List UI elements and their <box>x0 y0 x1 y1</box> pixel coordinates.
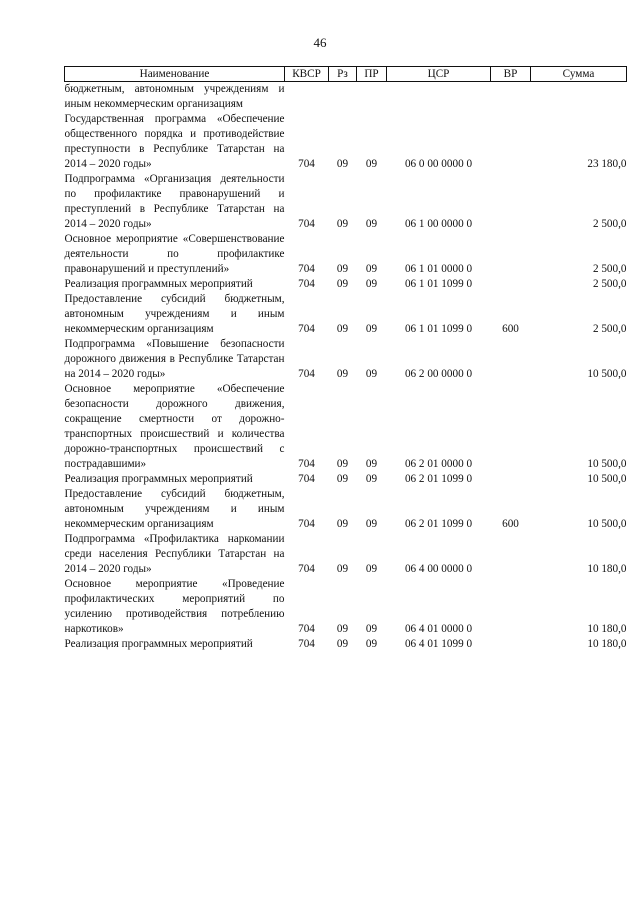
row-kvsr: 704 <box>298 458 315 470</box>
row-pr: 09 <box>365 278 378 290</box>
row-name: Основное мероприятие «Проведение профилактических мероприятий по усилению противодействия потреблению наркотиков» <box>64 578 285 635</box>
table-row <box>65 82 627 113</box>
row-sum: 10 180,0 <box>587 623 627 635</box>
row-kvsr: 704 <box>298 563 315 575</box>
row-kvsr: 704 <box>298 518 315 530</box>
row-sum: 2 500,0 <box>592 278 627 290</box>
row-kvsr: 704 <box>298 623 315 635</box>
table-row <box>65 472 627 487</box>
row-name: Основное мероприятие «Обеспечение безопасности дорожного движения, сокращение смертности от дорожно-транспортных происшествий и количества дорожно-транспортных происшествий с пострадавшими» <box>64 383 285 470</box>
row-name: Подпрограмма «Профилактика наркомании среди населения Республики Татарстан на 2014 – 2020 годы» <box>64 533 285 575</box>
row-csr: 06 1 01 1099 0 <box>404 323 473 335</box>
table-row <box>65 337 627 382</box>
row-csr: 06 4 00 0000 0 <box>404 563 473 575</box>
row-csr: 06 4 01 0000 0 <box>404 623 473 635</box>
header-vr: ВР <box>491 67 531 82</box>
row-csr: 06 2 01 1099 0 <box>404 518 473 530</box>
row-name: Предоставление субсидий бюджетным, автономным учреждениям и иным некоммерческим организациям <box>64 488 285 530</box>
row-rz: 09 <box>336 218 349 230</box>
row-vr <box>491 532 531 577</box>
row-name: Реализация программных мероприятий <box>64 278 253 290</box>
table-row <box>65 577 627 637</box>
row-vr <box>491 577 531 637</box>
row-pr: 09 <box>365 638 378 650</box>
row-vr <box>491 382 531 472</box>
row-vr: 600 <box>502 323 519 335</box>
row-name: Подпрограмма «Организация деятельности по профилактике правонарушений и преступлений в Республике Татарстан на 2014 – 2020 годы» <box>64 173 285 230</box>
row-sum: 10 500,0 <box>587 458 627 470</box>
row-kvsr: 704 <box>298 158 315 170</box>
table-row <box>65 532 627 577</box>
row-csr: 06 2 01 0000 0 <box>404 458 473 470</box>
row-name: Подпрограмма «Повышение безопасности дорожного движения в Республике Татарстан на 2014 – 2020 годы» <box>64 338 285 380</box>
table-row <box>65 382 627 472</box>
row-name: бюджетным, автономным учреждениям и иным некоммерческим организациям <box>64 83 285 110</box>
row-rz: 09 <box>336 473 349 485</box>
row-pr: 09 <box>365 623 378 635</box>
header-kvsr: КВСР <box>285 67 329 82</box>
row-pr: 09 <box>365 218 378 230</box>
row-sum: 2 500,0 <box>592 218 627 230</box>
row-name: Предоставление субсидий бюджетным, автономным учреждениям и иным некоммерческим организациям <box>64 293 285 335</box>
header-sum: Сумма <box>531 67 627 82</box>
page-number: 46 <box>313 35 327 50</box>
row-csr: 06 0 00 0000 0 <box>404 158 473 170</box>
row-vr <box>491 82 531 113</box>
row-csr: 06 2 01 1099 0 <box>404 473 473 485</box>
row-vr <box>491 337 531 382</box>
row-pr: 09 <box>365 368 378 380</box>
row-pr: 09 <box>365 158 378 170</box>
row-pr: 09 <box>365 458 378 470</box>
row-sum: 2 500,0 <box>592 263 627 275</box>
row-csr: 06 1 01 0000 0 <box>404 263 473 275</box>
header-name: Наименование <box>65 67 285 82</box>
row-sum: 10 500,0 <box>587 473 627 485</box>
row-kvsr: 704 <box>298 323 315 335</box>
row-name: Реализация программных мероприятий <box>64 473 253 485</box>
row-kvsr: 704 <box>298 473 315 485</box>
table-header-row <box>65 67 627 82</box>
row-pr: 09 <box>365 323 378 335</box>
row-pr: 09 <box>365 263 378 275</box>
row-pr <box>357 82 387 113</box>
table-row <box>65 292 627 337</box>
row-pr: 09 <box>365 518 378 530</box>
row-sum <box>531 82 627 113</box>
header-rz: Рз <box>329 67 357 82</box>
row-vr <box>491 277 531 292</box>
row-kvsr: 704 <box>298 638 315 650</box>
row-sum: 10 180,0 <box>587 638 627 650</box>
row-vr <box>491 172 531 232</box>
row-kvsr: 704 <box>298 218 315 230</box>
table-row <box>65 637 627 652</box>
row-rz: 09 <box>336 158 349 170</box>
row-rz: 09 <box>336 323 349 335</box>
row-csr: 06 1 00 0000 0 <box>404 218 473 230</box>
table-row <box>65 277 627 292</box>
row-name: Государственная программа «Обеспечение общественного порядка и противодействие преступности в Республике Татарстан на 2014 – 2020 годы» <box>64 113 285 170</box>
row-rz <box>329 82 357 113</box>
budget-table <box>64 66 627 652</box>
row-rz: 09 <box>336 518 349 530</box>
row-kvsr: 704 <box>298 278 315 290</box>
row-rz: 09 <box>336 563 349 575</box>
header-pr: ПР <box>357 67 387 82</box>
row-rz: 09 <box>336 263 349 275</box>
row-csr <box>387 82 491 113</box>
row-csr: 06 2 00 0000 0 <box>404 368 473 380</box>
row-sum: 10 500,0 <box>587 518 627 530</box>
row-rz: 09 <box>336 368 349 380</box>
header-csr: ЦСР <box>387 67 491 82</box>
table-body <box>65 82 627 653</box>
row-rz: 09 <box>336 623 349 635</box>
row-name: Реализация программных мероприятий <box>64 638 253 650</box>
row-kvsr: 704 <box>298 368 315 380</box>
row-pr: 09 <box>365 563 378 575</box>
row-kvsr <box>285 82 329 113</box>
row-rz: 09 <box>336 638 349 650</box>
row-sum: 23 180,0 <box>587 158 627 170</box>
row-csr: 06 1 01 1099 0 <box>404 278 473 290</box>
table-row <box>65 487 627 532</box>
table-row <box>65 112 627 172</box>
row-sum: 10 180,0 <box>587 563 627 575</box>
row-csr: 06 4 01 1099 0 <box>404 638 473 650</box>
row-sum: 2 500,0 <box>592 323 627 335</box>
row-rz: 09 <box>336 278 349 290</box>
row-name: Основное мероприятие «Совершенствование деятельности по профилактике правонарушений и преступлений» <box>64 233 285 275</box>
table-row <box>65 232 627 277</box>
row-kvsr: 704 <box>298 263 315 275</box>
row-vr <box>491 232 531 277</box>
row-vr: 600 <box>502 518 519 530</box>
row-vr <box>491 112 531 172</box>
row-vr <box>491 637 531 652</box>
row-rz: 09 <box>336 458 349 470</box>
row-sum: 10 500,0 <box>587 368 627 380</box>
row-vr <box>491 472 531 487</box>
row-pr: 09 <box>365 473 378 485</box>
table-row <box>65 172 627 232</box>
